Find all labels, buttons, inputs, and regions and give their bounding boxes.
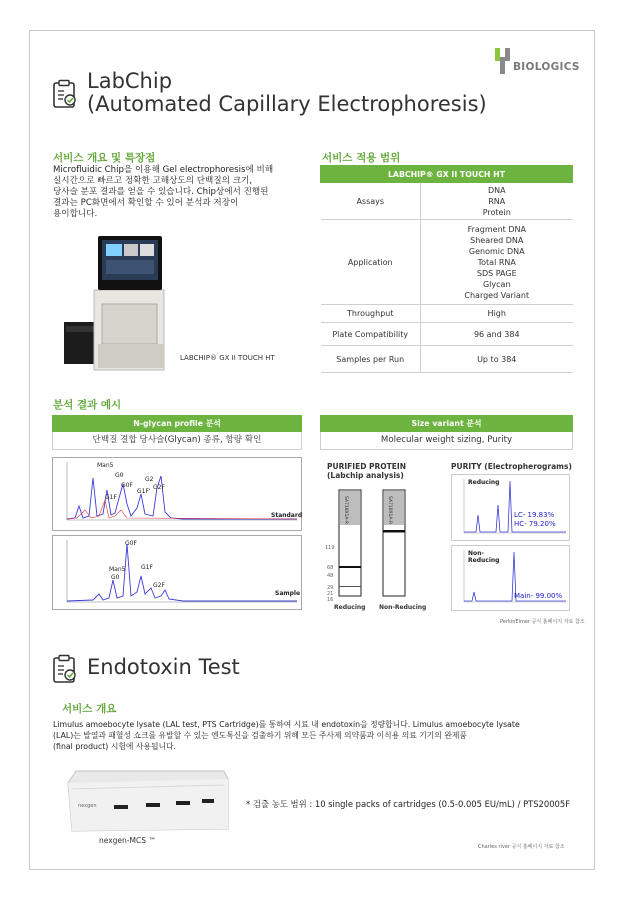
gel-image [325,488,435,606]
row-value: Up to 384 [421,346,573,373]
nonreducing-label-1: Non- [468,550,484,557]
ladder-mark: 48 [327,573,334,579]
peak-label: G2F [153,582,165,589]
row-key: Application [321,220,421,305]
table-row [321,323,573,346]
nexgen-device-image [64,769,230,835]
peak-label: G2F [153,484,165,491]
endotoxin-line: (LAL)는 발열과 패혈성 쇼크를 유발할 수 있는 엔도톡신을 검출하기 위해 모든 주사제 의약품과 이식용 의료 기기의 완제품 [53,731,467,740]
peak-label: G0F [125,540,137,547]
row-value: 96 and 384 [421,323,573,346]
lc-percent: LC- 19.83% [514,511,555,519]
row-value: High [421,305,573,323]
labchip-overview-text [53,165,303,220]
value-line: Charged Variant [464,290,530,300]
peak-label: G1F' [137,488,151,495]
clipboard-icon [52,79,78,109]
overview-line: 실시간으로 빠르고 정확한 고해상도의 단백질의 크기, [53,176,253,186]
peak-label: Man5 [97,462,114,469]
lane-label-nonreducing: Non-Reducing [379,604,427,611]
peak-label: G2 [145,476,154,483]
endotoxin-line: (final product) 시험에 사용됩니다. [53,742,177,751]
value-line: RNA [488,196,506,206]
sizevariant-sub: Molecular weight sizing, Purity [320,432,573,450]
reducing-panel [451,474,570,541]
nonreducing-label-2: Reducing [468,557,500,564]
ladder-mark: 68 [327,565,334,571]
purity-title: PURITY (Electropherograms) [451,462,572,471]
row-key: Assays [321,183,421,220]
labchip-instrument-image [62,234,172,374]
row-value [421,183,573,220]
detection-range-note: * 검출 농도 범위 : 10 single packs of cartridges (0.5-0.005 EU/mL) / PTS20005F [246,799,571,809]
table-header: LABCHIP® GX II TOUCH HT [321,166,573,183]
gel-subtitle: (Labchip analysis) [327,471,404,480]
row-key: Samples per Run [321,346,421,373]
nglycan-sample-panel [52,535,302,610]
value-line: Glycan [482,279,511,289]
results-heading: 분석 결과 예시 [53,399,122,411]
value-line: SDS PAGE [476,268,517,278]
ladder-mark: 119 [325,545,335,551]
endotoxin-text [53,719,578,752]
peak-label: G1F [141,564,153,571]
value-line: Fragment DNA [467,224,526,234]
device-label: nexgen-MCS ™ [99,836,156,845]
peak-label: G0F [121,482,133,489]
main-percent: Main- 99.00% [514,592,563,600]
ladder-mark: 29 [327,585,334,591]
overview-line: 당사슬 분포 결과를 얻을 수 있습니다. Chip상에서 진행된 [53,187,269,197]
endotoxin-title: Endotoxin Test [87,655,240,679]
lane-label-reducing: Reducing [334,604,366,611]
row-key: Throughput [321,305,421,323]
table-row [321,305,573,323]
row-value [421,220,573,305]
logo-text: BIOLOGICS [513,61,580,73]
table-row [321,220,573,305]
lane-id-text: SA71891A-R [387,496,392,525]
sample-label: Sample [275,590,301,597]
peak-label: G0 [115,472,124,479]
nonreducing-panel [451,545,570,611]
clipboard-icon [52,654,78,684]
reducing-label: Reducing [468,479,500,486]
lane-id-text: SA71891A-R [343,496,348,525]
value-line: Sheared DNA [470,235,524,245]
instrument-caption: LABCHIP® GX II TOUCH HT [180,354,275,362]
value-line: Protein [482,207,511,217]
endotoxin-line: Limulus amoebocyte lysate (LAL test, PTS Cartridge)를 통하여 시료 내 endotoxin을 정량합니다. Limulus amoebocyte lysate [53,720,520,729]
nglycan-standard-panel [52,457,302,531]
perkinelmer-source: PerkinElmer 공식 홈페이지 자료 참조 [500,619,585,625]
gel-title: PURIFIED PROTEIN [327,462,406,471]
peak-label: G1F [105,494,117,501]
labchip-title: LabChip [87,69,173,93]
peak-label: G0 [111,574,120,581]
value-line: DNA [487,185,506,195]
labchip-overview-heading: 서비스 개요 및 특장점 [53,152,156,164]
labchip-scope-heading: 서비스 적용 범위 [322,152,401,164]
standard-label: Standard [271,512,303,519]
nglycan-sub: 단백질 결합 당사슬(Glycan) 종류, 함량 확인 [52,432,302,450]
overview-line: 결과는 PC화면에서 확인할 수 있어 분석과 저장이 [53,198,239,208]
sizevariant-bar: Size variant 분석 [320,415,573,432]
row-key: Plate Compatibility [321,323,421,346]
value-line: Genomic DNA [468,246,525,256]
overview-line: 용이합니다. [53,209,98,219]
peak-label: Man5 [109,566,126,573]
ladder-mark: 16 [327,597,334,603]
biologics-logo [494,48,580,74]
device-brand: nexgen [78,803,97,809]
table-row [321,346,573,373]
labchip-subtitle: (Automated Capillary Electrophoresis) [87,92,487,116]
endotoxin-overview-heading: 서비스 개요 [62,703,117,715]
overview-line: Microfluidic Chip을 이용해 Gel electrophoresis에 비해 [53,165,274,175]
value-line: Total RNA [477,257,516,267]
ladder-mark: 21 [327,591,334,597]
y-logo-icon [494,48,512,74]
hc-percent: HC- 79.20% [514,520,556,528]
charles-river-source: Charles river 공식 홈페이지 자료 참조 [478,844,565,850]
nglycan-bar: N-glycan profile 분석 [52,415,302,432]
table-row [321,183,573,220]
service-scope-table [320,165,573,373]
